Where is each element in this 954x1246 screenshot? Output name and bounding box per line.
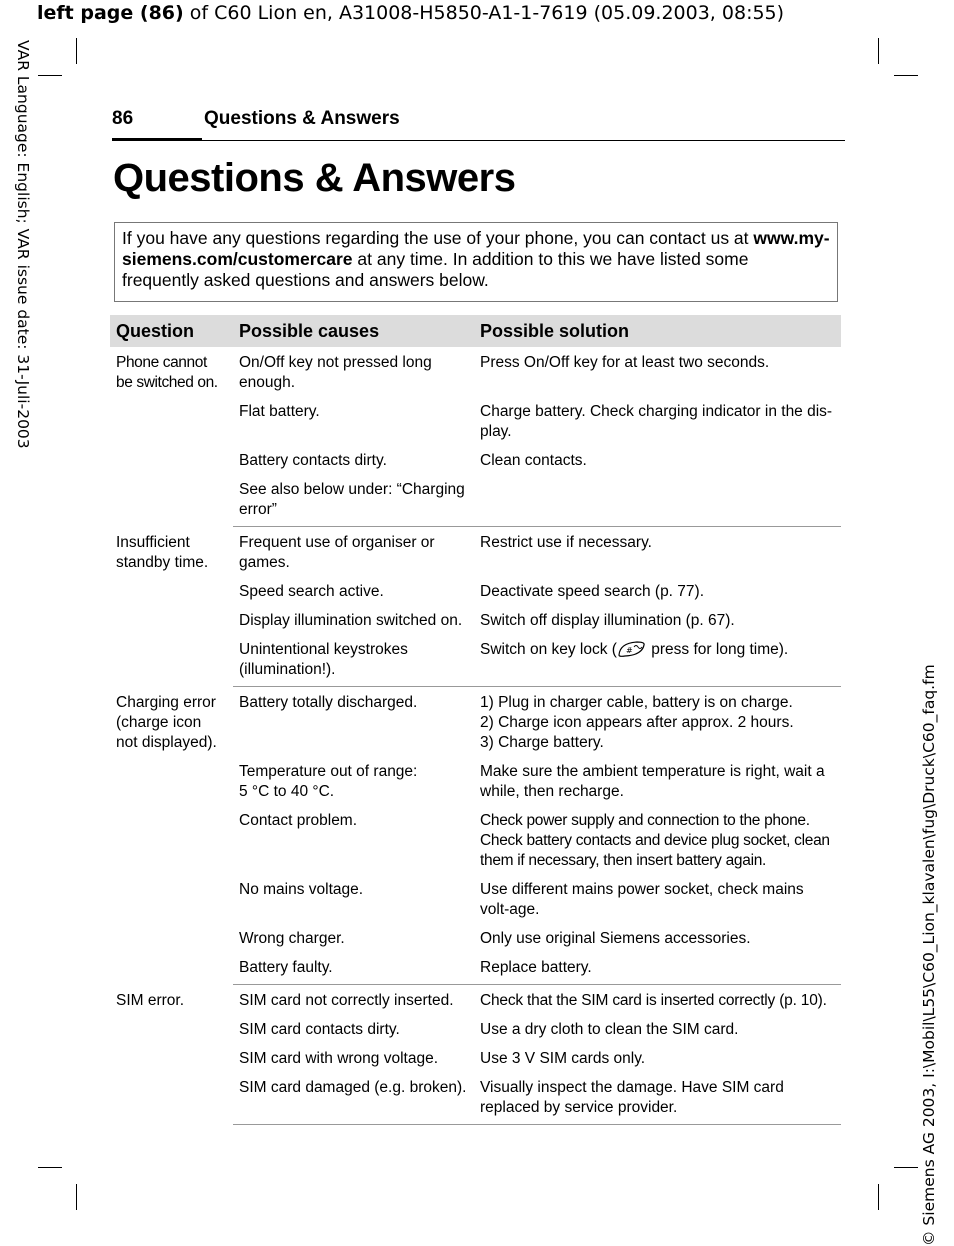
cause-cell: Frequent use of organiser or games. xyxy=(239,534,435,571)
header-question: Question xyxy=(110,315,233,347)
cause-cell: SIM card contacts dirty. xyxy=(239,1021,400,1038)
solution-text-after-icon: press for long time). xyxy=(646,641,789,658)
solution-cell: 1) Plug in charger cable, battery is on charge. 2) Charge icon appears after approx. 2 hours. 3) Charge battery. xyxy=(480,694,794,751)
side-file-path: © Siemens AG 2003, I:\Mobil\L55\C60_Lion_klavalen\fug\Druck\C60_faq.fm xyxy=(920,664,938,1246)
intro-text-1: If you have any questions regarding the use of your phone, you can contact us at xyxy=(122,228,754,248)
solution-cell: Check power supply and connection to the phone. Check battery contacts and device plug socket, clean them if necessary, then insert battery again. xyxy=(480,812,830,869)
cause-cell: SIM card damaged (e.g. broken). xyxy=(233,1074,474,1125)
table-row xyxy=(110,687,841,759)
crop-mark xyxy=(894,1167,918,1168)
intro-box xyxy=(114,222,838,302)
cause-cell: On/Off key not pressed long enough. xyxy=(239,354,432,391)
crop-mark xyxy=(76,1184,77,1210)
solution-cell: Use a dry cloth to clean the SIM card. xyxy=(480,1021,739,1038)
crop-mark xyxy=(894,75,918,76)
crop-mark xyxy=(76,38,77,64)
solution-cell: Replace battery. xyxy=(474,954,841,985)
solution-cell: Switch off display illumination (p. 67). xyxy=(480,612,735,629)
cause-cell: Battery contacts dirty. xyxy=(239,452,387,469)
header-solution: Possible solution xyxy=(474,315,841,347)
solution-cell: Use different mains power socket, check mains volt-age. xyxy=(480,881,804,918)
faq-table xyxy=(110,315,841,1125)
intro-text-2: at any time. In addition to this we have listed some frequently asked questions and answers below. xyxy=(122,249,749,290)
cause-cell: Battery faulty. xyxy=(233,954,474,985)
crop-mark xyxy=(878,38,879,64)
cause-cell: Unintentional keystrokes (illumination!). xyxy=(233,636,474,687)
header-rule-thin xyxy=(202,140,845,141)
solution-cell: Clean contacts. xyxy=(480,452,587,469)
solution-cell: Use 3 V SIM cards only. xyxy=(480,1050,646,1067)
solution-cell: Make sure the ambient temperature is right, wait a while, then recharge. xyxy=(480,763,825,800)
crop-mark xyxy=(38,75,62,76)
solution-cell xyxy=(474,636,841,687)
cause-cell: Flat battery. xyxy=(239,403,320,420)
solution-cell xyxy=(474,476,841,527)
solution-cell: Only use original Siemens accessories. xyxy=(480,930,751,947)
solution-text-before-icon: Switch on key lock ( xyxy=(480,641,617,658)
cause-cell: Battery totally discharged. xyxy=(239,694,418,711)
cause-cell: See also below under: “Charging error” xyxy=(233,476,474,527)
solution-cell: Check that the SIM card is inserted correctly (p. 10). xyxy=(480,992,827,1009)
cause-cell: SIM card not correctly inserted. xyxy=(239,992,454,1009)
question-cell: Phone cannot be switched on. xyxy=(116,354,218,391)
cause-cell: Wrong charger. xyxy=(239,930,345,947)
page-title: Questions & Answers xyxy=(113,156,516,200)
cause-cell: Contact problem. xyxy=(239,812,358,829)
cause-cell: No mains voltage. xyxy=(239,881,364,898)
table-row xyxy=(110,527,841,579)
table-row xyxy=(110,985,841,1017)
crop-mark xyxy=(38,1167,62,1168)
side-language-note: VAR Language: English; VAR issue date: 31-Juli-2003 xyxy=(14,40,32,449)
cause-cell: Speed search active. xyxy=(239,583,384,600)
crop-mark xyxy=(878,1184,879,1210)
question-cell: Charging error (charge icon not displayed). xyxy=(116,693,217,751)
support-url: www.my-siemens.com/customercare xyxy=(122,228,830,269)
cause-cell: Temperature out of range: 5 °C to 40 °C. xyxy=(239,763,418,800)
hash-key-icon xyxy=(617,640,647,658)
question-cell: SIM error. xyxy=(116,991,185,1009)
question-cell: Insufficient standby time. xyxy=(116,533,209,571)
solution-cell: Press On/Off key for at least two seconds. xyxy=(480,354,770,371)
solution-cell: Deactivate speed search (p. 77). xyxy=(480,583,705,600)
table-row xyxy=(110,347,841,398)
solution-cell: Charge battery. Check charging indicator in the dis-play. xyxy=(480,403,833,440)
solution-cell: Visually inspect the damage. Have SIM card replaced by service provider. xyxy=(474,1074,841,1125)
solution-cell: Restrict use if necessary. xyxy=(480,534,652,551)
running-title: Questions & Answers xyxy=(204,108,400,129)
header-rule-thick xyxy=(112,138,202,141)
print-header-page: left page (86) xyxy=(37,2,184,24)
svg-text:#: # xyxy=(625,646,633,655)
cause-cell: SIM card with wrong voltage. xyxy=(239,1050,439,1067)
print-header xyxy=(37,2,784,24)
page-number: 86 xyxy=(112,108,134,129)
running-header xyxy=(112,106,845,142)
header-causes: Possible causes xyxy=(233,315,474,347)
cause-cell: Display illumination switched on. xyxy=(239,612,463,629)
print-header-details: of C60 Lion en, A31008-H5850-A1-1-7619 (05.09.2003, 08:55) xyxy=(183,2,785,24)
table-header-row xyxy=(110,315,841,347)
